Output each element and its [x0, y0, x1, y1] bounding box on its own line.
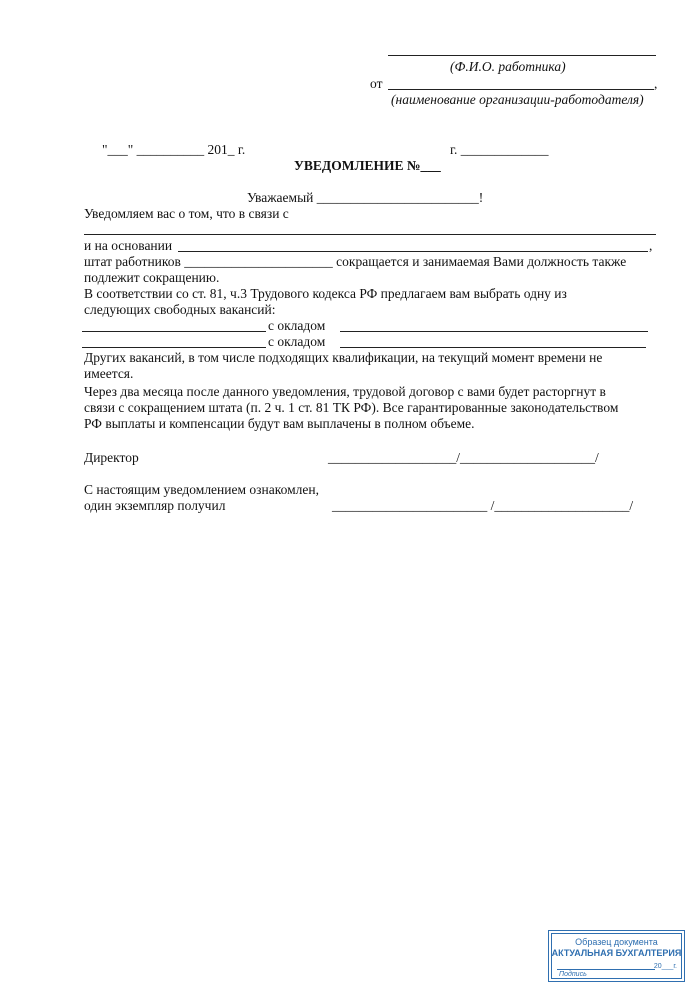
- greeting-name-blank[interactable]: ________________________: [316, 190, 479, 205]
- staff-prefix: штат работников: [84, 254, 181, 269]
- basis-label: и на основании: [84, 238, 173, 253]
- term-line-2: связи с сокращением штата (п. 2 ч. 1 ст. 81 ТК РФ). Все гарантированные законодательством: [84, 400, 619, 415]
- date-year: 201_ г.: [207, 142, 246, 157]
- stamp-line-2: АКТУАЛЬНАЯ БУХГАЛТЕРИЯ: [551, 948, 682, 958]
- term-line-1: Через два месяца после данного уведомления, трудовой договор с вами будет расторгнут в: [84, 384, 606, 399]
- date-quote-open: ": [102, 142, 108, 157]
- document-title: УВЕДОМЛЕНИЕ №___: [294, 158, 441, 173]
- ack-line-1: С настоящим уведомлением ознакомлен,: [84, 482, 319, 497]
- stamp-line-1: Образец документа: [575, 937, 658, 947]
- vacancy-1-salary-label: с окладом: [268, 318, 326, 333]
- city-label: г.: [450, 142, 458, 157]
- vacancy-2-salary-label: с окладом: [268, 334, 326, 349]
- employer-line[interactable]: [388, 89, 654, 90]
- director-label: Директор: [84, 450, 139, 465]
- employer-caption: (наименование организации-работодателя): [391, 92, 644, 107]
- employer-line-comma: ,: [654, 76, 658, 91]
- offer-line-2: следующих свободных вакансий:: [84, 302, 276, 317]
- greeting-mark: !: [478, 190, 484, 205]
- date-day-blank[interactable]: ___: [107, 142, 128, 157]
- worker-name-caption: (Ф.И.О. работника): [450, 59, 566, 74]
- city-blank[interactable]: _____________: [460, 142, 549, 157]
- date-quote-close: ": [127, 142, 134, 157]
- city-line: [450, 142, 549, 158]
- worker-name-line[interactable]: [388, 55, 656, 56]
- vacancy-2-position-line[interactable]: [82, 347, 266, 348]
- director-signature-line[interactable]: ___________________/____________________/: [328, 450, 599, 465]
- date-month-blank[interactable]: __________: [136, 142, 205, 157]
- date-line: [102, 142, 245, 158]
- offer-line-1: В соответствии со ст. 81, ч.3 Трудового кодекса РФ предлагаем вам выбрать одну из: [84, 286, 567, 301]
- no-other-line-1: Других вакансий, в том числе подходящих квалификации, на текущий момент времени не: [84, 350, 603, 365]
- greeting-line: [247, 190, 483, 206]
- term-line-3: РФ выплаты и компенсации будут вам выплачены в полном объеме.: [84, 416, 475, 431]
- reason-blank-line[interactable]: [84, 234, 656, 235]
- sample-stamp: [548, 930, 685, 982]
- staff-line: [84, 254, 626, 270]
- ack-line-2: один экземпляр получил: [84, 498, 226, 513]
- vacancy-2-salary-line[interactable]: [340, 347, 646, 348]
- vacancy-1-position-line[interactable]: [82, 331, 266, 332]
- greeting-label: Уважаемый: [247, 190, 314, 205]
- stamp-signature-label: Подпись: [559, 971, 587, 978]
- stamp-date: [557, 963, 677, 971]
- body-line-reason: Уведомляем вас о том, что в связи с: [84, 206, 289, 221]
- staff-suffix: сокращается и занимаемая Вами должность также: [336, 254, 627, 269]
- basis-comma: ,: [649, 238, 653, 253]
- vacancy-1-salary-line[interactable]: [340, 331, 648, 332]
- staff-line-2: подлежит сокращению.: [84, 270, 220, 285]
- stamp-date-text: 20___г.: [653, 963, 677, 970]
- staff-blank[interactable]: ______________________: [184, 254, 333, 269]
- basis-blank-line[interactable]: [178, 251, 648, 252]
- no-other-line-2: имеется.: [84, 366, 134, 381]
- from-label: от: [370, 76, 383, 91]
- ack-signature-line[interactable]: _______________________ /____________________/: [332, 498, 634, 513]
